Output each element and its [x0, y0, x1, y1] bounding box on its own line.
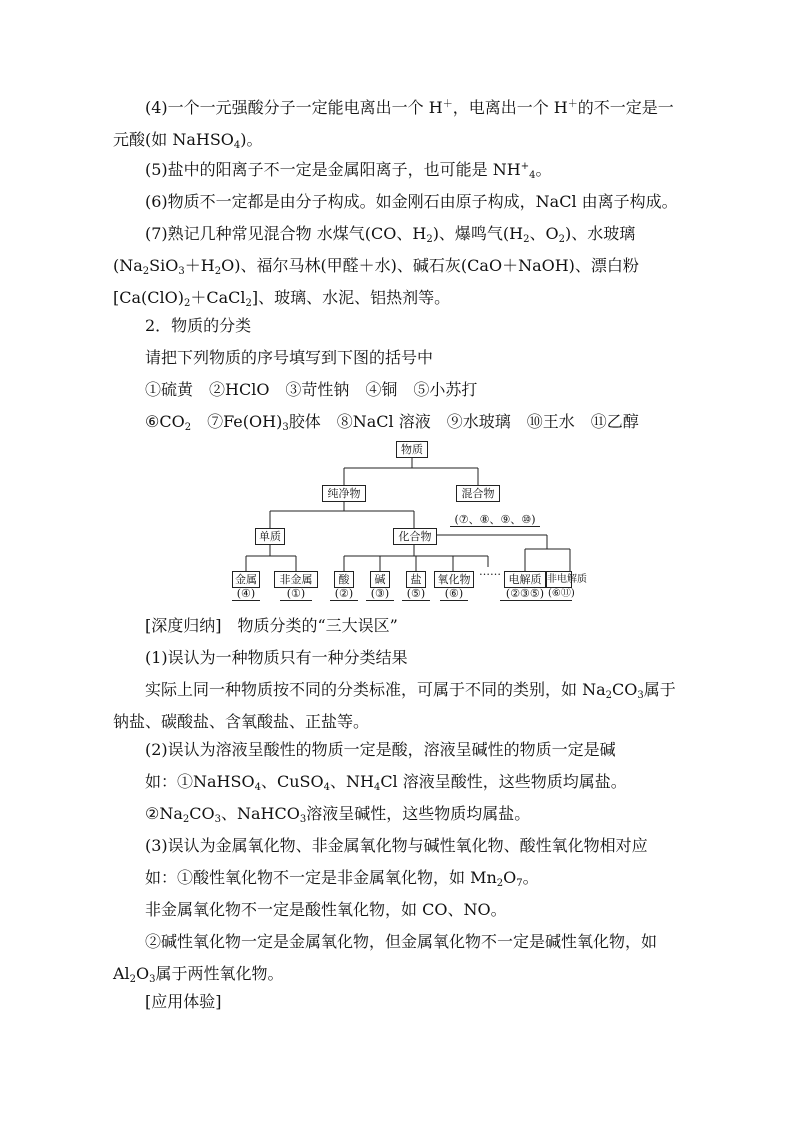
misconception-2-example-1: 如：①NaHSO$_4$、CuSO$_4$、$NH_4Cl$ 溶液呈酸性，这些物质均属盐。 [145, 772, 627, 793]
node-compound: 化合物 [393, 528, 437, 545]
item-7: (7)熟记几种常见混合物 水煤气(CO、$H_2$)、爆鸣气($H_2$、$O_2$)、水玻璃$(Na_2SiO_3+H_2O)$、福尔马林(甲醛＋水)、碱石灰(CaO＋NaOH)、漂白粉$[Ca(ClO)_2+CaCl_2]$、玻璃、水泥、铝热剂等。 [113, 224, 639, 309]
node-base: 碱 [370, 571, 390, 588]
misconception-1-body: 实际上同一种物质按不同的分类标准，可属于不同的类别，如 $Na_2CO_3$属于钠盐、碳酸盐、含氧酸盐、正盐等。 [113, 680, 676, 731]
node-metal: 金属 [232, 571, 260, 588]
misconception-3-example-2: 非金属氧化物不一定是酸性氧化物，如 CO、NO。 [145, 900, 507, 919]
node-acid: 酸 [334, 571, 354, 588]
node-electrolyte: 电解质 [504, 571, 546, 588]
misconception-1: (1)误认为一种物质只有一种分类结果 [145, 648, 408, 667]
practice-heading: [应用体验] [145, 992, 222, 1011]
node-salt: 盐 [406, 571, 426, 588]
salt-answer-underline [402, 600, 430, 601]
metal-answer: (④) [236, 587, 256, 600]
substance-list-2: $⑥CO_2$ $⑦Fe(OH)_3$胶体 ⑧NaCl 溶液 ⑨水玻璃 ⑩王水 ⑪乙醇 [145, 412, 639, 433]
item-6: (6)物质不一定都是由分子构成。如金刚石由原子构成，NaCl 由离子构成。 [145, 192, 678, 211]
salt-answer: (⑤) [406, 587, 426, 600]
base-answer-underline [366, 600, 394, 601]
node-element: 单质 [255, 528, 285, 545]
nonelectrolyte-answer-underline [548, 600, 572, 601]
substance-list-1: ①硫黄 ②HClO ③苛性钠 ④铜 ⑤小苏打 [145, 380, 478, 399]
node-nonmetal: 非金属 [274, 571, 318, 588]
nonmetal-answer-underline [280, 600, 312, 601]
nonmetal-answer: (①) [286, 587, 306, 600]
item-4: (4)一个一元强酸分子一定能电离出一个 H＋，电离出一个 H＋的不一定是一元酸(如 NaHSO$_4$)。 [113, 98, 674, 151]
classification-diagram [232, 437, 587, 607]
node-nonelectrolyte: 非电解质 [546, 571, 572, 588]
section-heading: 2．物质的分类 [145, 316, 252, 335]
item-5: (5)盐中的阳离子不一定是金属阳离子，也可能是 $NH^+_4$。 [145, 160, 552, 181]
summary-title: [深度归纳] 物质分类的“三大误区” [145, 616, 398, 635]
electrolyte-answer: (②③⑤) [505, 587, 545, 600]
instruction: 请把下列物质的序号填写到下图的括号中 [145, 348, 434, 367]
node-pure: 纯净物 [322, 485, 366, 502]
oxide-answer: (⑥) [444, 587, 464, 600]
misconception-3-example-3: ②碱性氧化物一定是金属氧化物，但金属氧化物不一定是碱性氧化物，如 $Al_2O_3$属于两性氧化物。 [113, 932, 658, 985]
mixture-answer: (⑦、⑧、⑨、⑩) [454, 513, 536, 526]
acid-answer: (②) [334, 587, 354, 600]
misconception-2: (2)误认为溶液呈酸性的物质一定是酸，溶液呈碱性的物质一定是碱 [145, 740, 616, 759]
electrolyte-answer-underline [500, 600, 550, 601]
mixture-answer-underline [450, 526, 540, 527]
misconception-2-example-2: $②Na_2CO_3$、NaHCO$_3$溶液呈碱性，这些物质均属盐。 [145, 804, 531, 825]
base-answer: (③) [370, 587, 390, 600]
misconception-3: (3)误认为金属氧化物、非金属氧化物与碱性氧化物、酸性氧化物相对应 [145, 836, 648, 855]
acid-answer-underline [330, 600, 358, 601]
metal-answer-underline [232, 600, 260, 601]
ellipsis: …… [479, 565, 501, 578]
node-root: 物质 [396, 441, 428, 458]
misconception-3-example-1: 如：①酸性氧化物不一定是非金属氧化物，如 $Mn_2O_7$。 [145, 868, 539, 889]
nonelectrolyte-answer: (⑥⑪) [548, 588, 575, 599]
oxide-answer-underline [440, 600, 468, 601]
node-mixture: 混合物 [456, 485, 500, 502]
node-oxide: 氧化物 [434, 571, 474, 588]
